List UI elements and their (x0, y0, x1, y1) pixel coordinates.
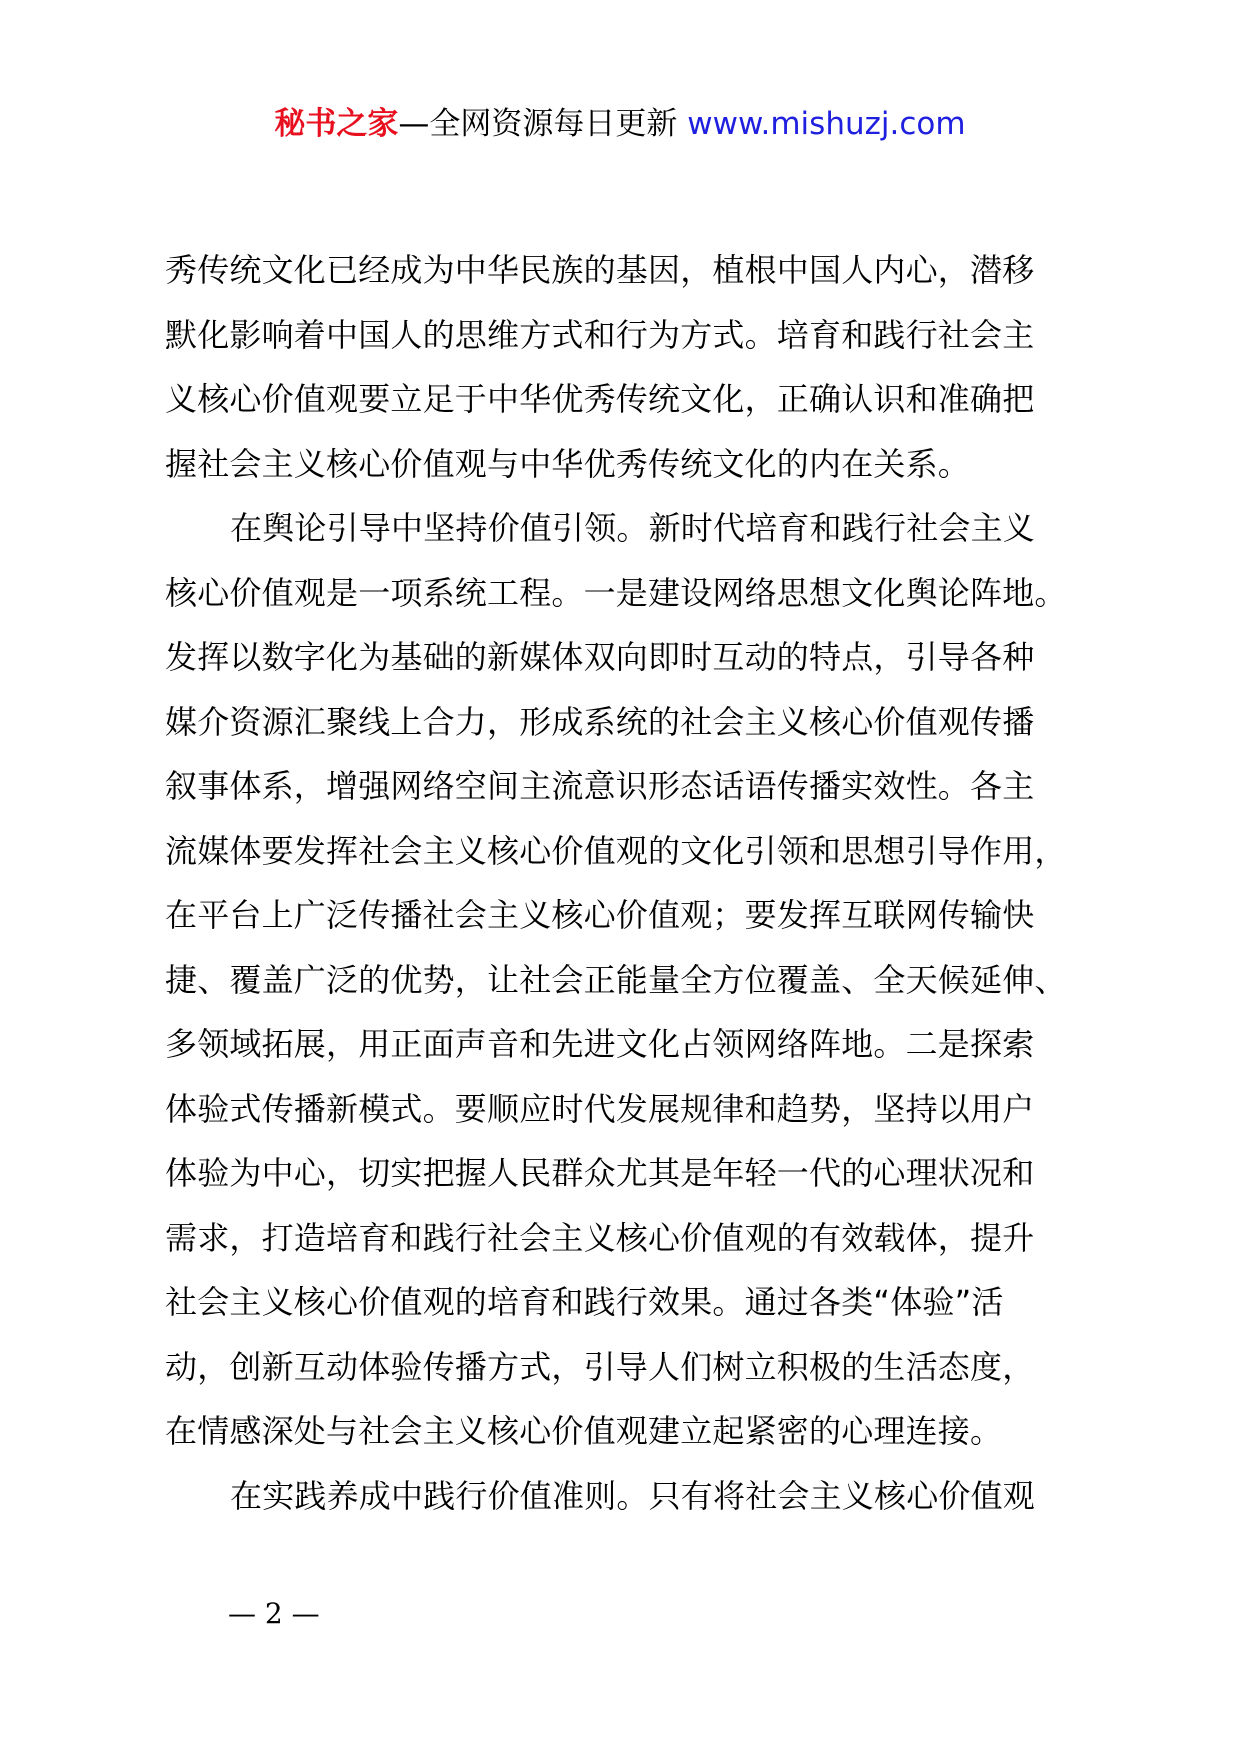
paragraph-start-line: 在实践养成中践行价值准则。只有将社会主义核心价值观 (230, 1476, 1036, 1515)
body-line: 在平台上广泛传播社会主义核心价值观；要发挥互联网传输快 (165, 896, 1035, 934)
body-line: 多领域拓展，用正面声音和先进文化占领网络阵地。二是探索 (165, 1025, 1035, 1063)
body-line: 流媒体要发挥社会主义核心价值观的文化引领和思想引导作用， (165, 831, 1067, 870)
body-line: 媒介资源汇聚线上合力，形成系统的社会主义核心价值观传播 (165, 702, 1035, 741)
body-line: 社会主义核心价值观的培育和践行效果。通过各类“体验”活 (165, 1283, 1004, 1321)
site-header (0, 100, 1240, 148)
paragraph-start-line: 在舆论引导中坚持价值引领。新时代培育和践行社会主义 (230, 509, 1036, 547)
body-line: 体验为中心，切实把握人民群众尤其是年轻一代的心理状况和 (165, 1154, 1035, 1192)
body-line: 捷、覆盖广泛的优势，让社会正能量全方位覆盖、全天候延伸、 (165, 960, 1067, 999)
body-line: 握社会主义核心价值观与中华优秀传统文化的内在关系。 (165, 444, 971, 483)
body-line: 在情感深处与社会主义核心价值观建立起紧密的心理连接。 (165, 1412, 1003, 1450)
header-tagline: —全网资源每日更新 (398, 106, 678, 142)
body-line: 核心价值观是一项系统工程。一是建设网络思想文化舆论阵地。 (165, 573, 1067, 612)
body-line: 义核心价值观要立足于中华优秀传统文化，正确认识和准确把 (165, 380, 1035, 418)
brand-name: 秘书之家 (274, 106, 399, 142)
body-line: 默化影响着中国人的思维方式和行为方式。培育和践行社会主 (165, 315, 1035, 354)
body-line: 发挥以数字化为基础的新媒体双向即时互动的特点，引导各种 (165, 638, 1035, 676)
body-line: 叙事体系，增强网络空间主流意识形态话语传播实效性。各主 (165, 767, 1035, 805)
body-line: 动，创新互动体验传播方式，引导人们树立积极的生活态度， (165, 1347, 1035, 1386)
page-number: — 2 — (228, 1597, 320, 1630)
body-line: 需求，打造培育和践行社会主义核心价值观的有效载体，提升 (165, 1218, 1035, 1257)
document-body (165, 238, 1095, 1528)
body-line: 秀传统文化已经成为中华民族的基因，植根中国人内心，潜移 (165, 251, 1035, 289)
site-url-link[interactable]: www.mishuzj.com (687, 106, 966, 142)
body-line: 体验式传播新模式。要顺应时代发展规律和趋势，坚持以用户 (165, 1089, 1035, 1128)
